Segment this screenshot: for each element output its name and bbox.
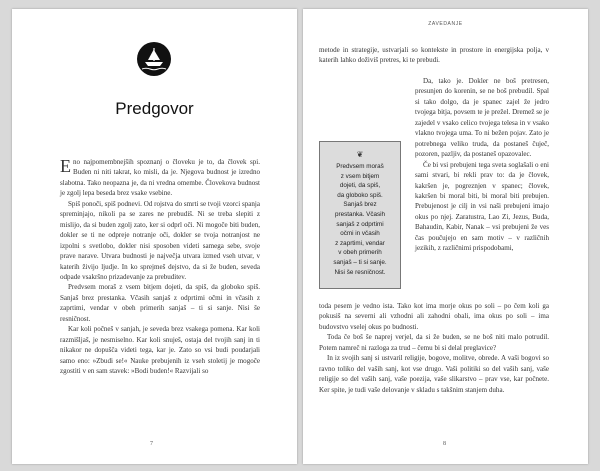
paragraph: metode in strategije, ustvarjali so kontekste in prostore in energijska polja, v katerih lahko doživiš pretres, ki te prebudi. <box>319 46 549 65</box>
quote-line: Nisi še resničnost. <box>334 268 386 276</box>
quote-line: Sanjaš brez <box>343 201 377 209</box>
quote-line: da globoko spiš. <box>337 191 383 199</box>
paragraph: Predvsem moraš z vsem bitjem dojeti, da spiš, da globoko spiš. Sanjaš brez prestanka. Včasih sanjaš z odprtimi očmi in včasih z zaprtimi, vendar v obeh primerih sanjaš – ti si sanje. Nisi še resničnost. <box>60 283 260 323</box>
page-number-left: 7 <box>150 441 153 447</box>
quote-line: z vsem bitjem <box>340 172 380 180</box>
right-wrap-text <box>415 76 549 254</box>
right-body-text <box>319 45 549 66</box>
pull-quote-box <box>319 141 401 289</box>
paragraph: toda pesem je vedno ista. Tako kot ima morje okus po soli – po čem koli ga pokusiš na severni ali vzhodni ali zahodni obali, ima okus po soli – ima budovstvo vselej okus po budnosti. <box>319 302 549 331</box>
quote-line: očmi in včasih <box>340 230 380 238</box>
quote-line: dojeti, da spiš, <box>339 182 381 190</box>
drop-cap: E <box>60 156 71 176</box>
chapter-title: Predgovor <box>115 99 194 118</box>
left-body-text <box>60 157 260 377</box>
running-header: ZAVEDANJE <box>428 21 463 27</box>
paragraph: Toda če boš še naprej verjel, da si že buden, se ne boš niti malo potrudil. Potem namreč ni razloga za trud – čemu bi si delal preglavice? <box>319 333 549 352</box>
quote-line: v obeh primerih <box>338 249 382 257</box>
paragraph: Kar koli počneš v sanjah, je seveda brez vsakega pomena. Kar koli razmišljaš, je nesmiselno. Kar koli snuješ, ostaja del tvojih sanj in ti nikakor ne dopušča videti tega, kar je. Zato so vsi budi poudarjali samo eno: »Zbudi se!« Nauke prebujenih iz vseh stoletij je mogoče zgostiti v en sam stavek: »Bodi buden!« Razvijali so <box>60 325 260 376</box>
page-number-right: 8 <box>443 441 446 447</box>
opening-paragraph: Eno najpomembnejših spoznanj o človeku je to, da človek spi. Buden ni niti takrat, ko misli, da je. Njegova budnost je izredno slabotna. Tako neopazna je, da ni vredna omembe. Človekova budnost je zgolj lepa beseda brez vsake vsebine. <box>60 156 260 198</box>
boat-on-water-emblem-icon <box>136 41 172 77</box>
quote-line: sanjaš – ti si sanje. <box>333 258 387 266</box>
quote-line: z zaprtimi, vendar <box>335 239 385 247</box>
left-page <box>12 9 297 464</box>
paragraph: Če bi vsi prebujeni tega sveta soglašali o eni sami stvari, bi rekli prav to: da je človek, kakršen je, pogreznjen v spanec; človek, kakršen bi moral biti, bi moral biti prebujen. Prebujenost je cilj in vsi naši prebujeni imajo okus po njej. Zaratustra, Lao Zi, Jezus, Buda, Bahaudin, Kabir, Nanak – vsi prebujeni že ves čas poučujejo en sam motiv – v različnih jezikih, z različnimi prispodobami, <box>415 160 549 253</box>
right-lower-text <box>319 301 549 395</box>
quote-line: prestanka. Včasih <box>334 210 386 218</box>
ornament-icon: ❦ <box>356 150 364 159</box>
paragraph: Spiš ponoči, spiš podnevi. Od rojstva do smrti se tvoji vzorci spanja spreminjajo, nikoli pa se zares ne prebudiš. Ni se treba slepiti z mislijo, da si buden zgolj zato, ker si odprl oči. Ni mogoče biti buden, dokler se ti ne odpreje notranje oči, dokler se tvoja notranjost ne izpolni s svetlobo, dokler nisi sposoben videti samega sebe, svoje prave narave. Utvara budnosti je največja utvara izmed vseh utvar, v katerih živijo ljudje. In ko sprejmeš dejstvo, da si že buden, seveda odpade vsakršno prizadevanje za prebuditev. <box>60 199 260 281</box>
paragraph: In iz svojih sanj si ustvaril religije, bogove, molitve, obrede. A vaši bogovi so ravno toliko del vaših sanj, kot vse drugo. Vaši politiki so del vaših sanj, vaše religije so del vaših sanj, vaše poezija, vaše slikarstvo – prav vse, kar počnete. Ker spite, je tudi vaše delovanje v skladu s takšnim stanjem duha. <box>319 354 549 394</box>
quote-line: sanjaš z odprtimi <box>336 220 384 228</box>
paragraph: Da, tako je. Dokler ne boš pretresen, presunjen do korenin, se ne boš prebudil. Spal si tako dolgo, da je spanec zajel že jedro tvojega bitja, povsem te je prežel. Dremež se je zajedel v vsako celico tvojega telesa in v vsako vlakno tvojega uma. To ni bežen pojav. Zato je potrebnega veliko truda, da postaneš čuječ, pozoren, pazljiv, da postaneš opazovalec. <box>415 77 549 159</box>
right-page <box>303 9 588 464</box>
quote-line: Predvsem moraš <box>336 163 384 170</box>
